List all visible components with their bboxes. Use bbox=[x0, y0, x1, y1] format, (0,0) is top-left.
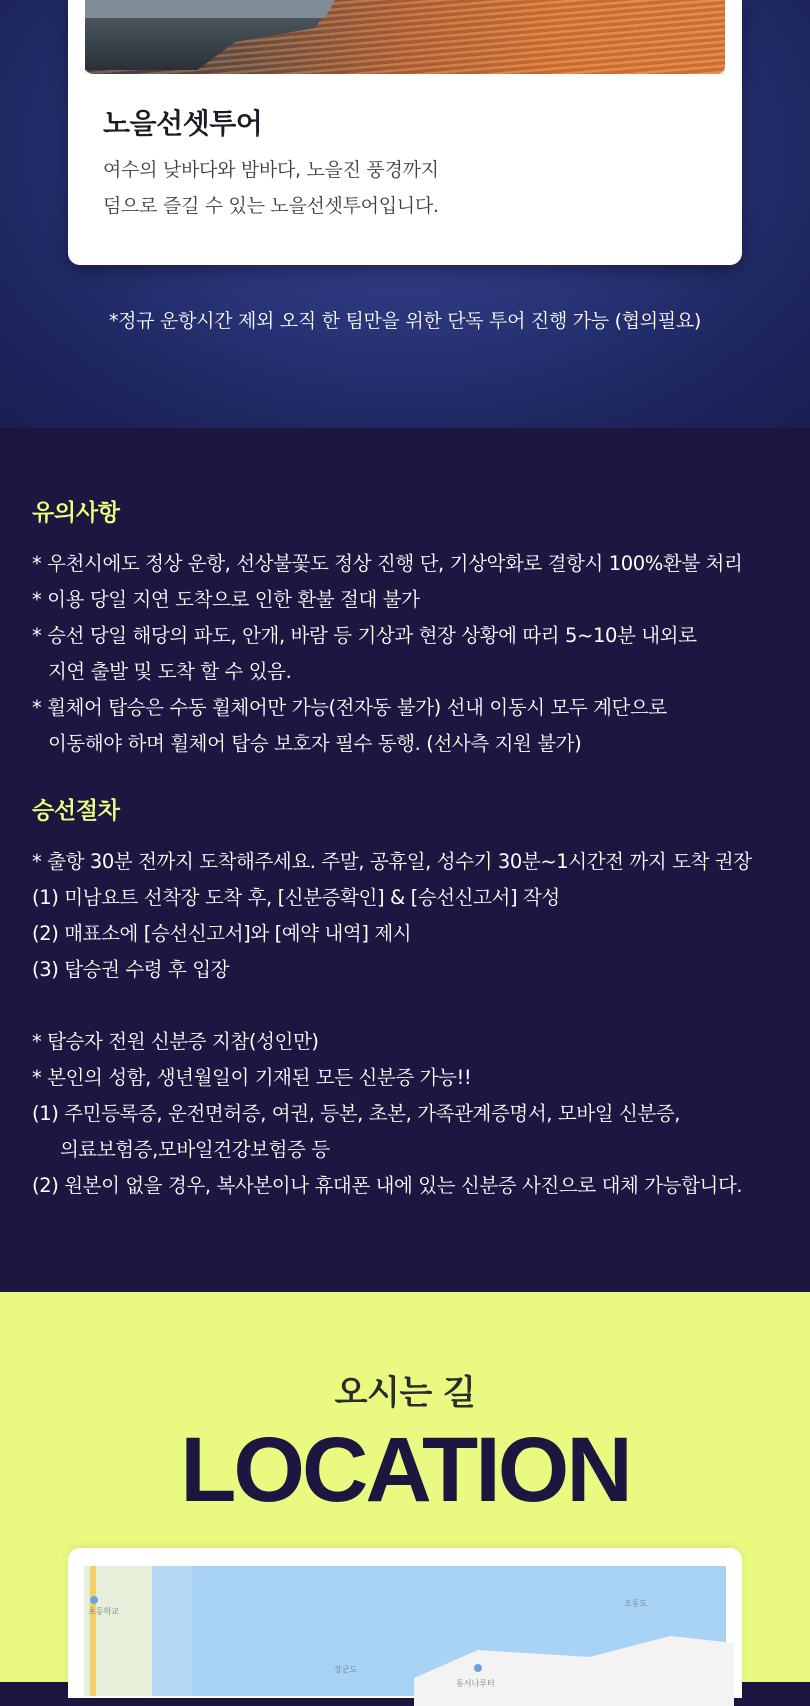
location-title: LOCATION bbox=[180, 1419, 630, 1521]
boarding-line: (2) 매표소에 [승선신고서]와 [예약 내역] 제시 bbox=[32, 922, 412, 945]
sunset-photo bbox=[85, 0, 725, 74]
boarding-line: * 본인의 성함, 생년월일이 기재된 모든 신분증 가능!! bbox=[32, 1066, 472, 1089]
boarding-line: (1) 주민등록증, 운전면허증, 여권, 등본, 초본, 가족관계증명서, 모바일 신분증, bbox=[32, 1102, 681, 1125]
tour-title: 노을선셋투어 bbox=[103, 107, 263, 140]
boarding-line: (2) 원본이 없을 경우, 복사본이나 휴대폰 내에 있는 신분증 사진으로 대체 가능합니다. bbox=[32, 1174, 743, 1197]
tour-section bbox=[0, 0, 810, 428]
map-label: 동서나루터 bbox=[456, 1679, 495, 1688]
map-road bbox=[90, 1566, 96, 1696]
location-map[interactable] bbox=[84, 1566, 726, 1696]
caution-line: * 승선 당일 해당의 파도, 안개, 바람 등 기상과 현장 상황에 따리 5~10분 내외로 bbox=[32, 624, 697, 647]
tour-description-line: 여수의 낮바다와 밤바다, 노을진 풍경까지 bbox=[103, 159, 439, 181]
private-tour-note: *정규 운항시간 제외 오직 한 팀만을 위한 단독 투어 진행 가능 (협의필요) bbox=[108, 310, 702, 332]
boarding-line: (1) 미남요트 선착장 도착 후, [신분증확인] & [승선신고서] 작성 bbox=[32, 886, 560, 909]
tour-description-line: 덤으로 즐길 수 있는 노을선셋투어입니다. bbox=[103, 195, 439, 217]
location-section bbox=[0, 1292, 810, 1688]
notice-section bbox=[0, 428, 810, 1292]
caution-line: 이동해야 하며 휠체어 탑승 보호자 필수 동행. (선사측 지원 불가) bbox=[48, 732, 582, 755]
boarding-line: 의료보험증,모바일건강보험증 등 bbox=[60, 1138, 330, 1161]
map-card bbox=[68, 1548, 742, 1698]
boarding-heading: 승선절차 bbox=[32, 798, 120, 824]
location-subtitle: 오시는 길 bbox=[334, 1373, 476, 1413]
map-poi-dot bbox=[474, 1664, 482, 1672]
boat-deck bbox=[85, 0, 335, 18]
tour-description bbox=[103, 152, 439, 224]
map-label: 초등학교 bbox=[88, 1607, 119, 1616]
map-poi-dot bbox=[90, 1596, 98, 1604]
caution-line: 지연 출발 및 도착 할 수 있음. bbox=[48, 660, 292, 683]
map-shore bbox=[152, 1566, 192, 1696]
map-label: 오동도 bbox=[624, 1599, 648, 1608]
boarding-line: (3) 탑승권 수령 후 입장 bbox=[32, 958, 230, 981]
tour-card[interactable] bbox=[68, 0, 742, 265]
map-label: 장군도 bbox=[334, 1665, 358, 1674]
map-island bbox=[414, 1636, 734, 1706]
caution-line: * 우천시에도 정상 운항, 선상불꽃도 정상 진행 단, 기상악화로 결항시 100%환불 처리 bbox=[32, 552, 743, 575]
caution-line: * 휠체어 탑승은 수동 휠체어만 가능(전자동 불가) 선내 이동시 모두 계단으로 bbox=[32, 696, 667, 719]
boarding-line: * 탑승자 전원 신분증 지참(성인만) bbox=[32, 1030, 319, 1053]
caution-line: * 이용 당일 지연 도착으로 인한 환불 절대 불가 bbox=[32, 588, 420, 611]
cautions-heading: 유의사항 bbox=[32, 500, 120, 526]
boarding-line: * 출항 30분 전까지 도착해주세요. 주말, 공휴일, 성수기 30분~1시간전 까지 도착 권장 bbox=[32, 850, 752, 873]
